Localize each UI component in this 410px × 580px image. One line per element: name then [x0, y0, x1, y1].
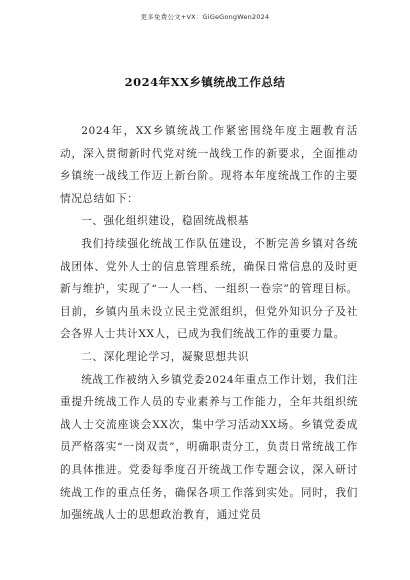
- section-2-heading: 二、深化理论学习，凝聚思想共识: [81, 350, 250, 363]
- document-body: [60, 120, 358, 527]
- document-title: 2024年XX乡镇统战工作总结: [124, 75, 286, 89]
- header-note: 更多免费公文+VX：GiGeGongWen2024: [140, 13, 270, 21]
- section-1-heading: 一、强化组织建设，稳固统战根基: [81, 215, 250, 228]
- section-1-paragraph: 我们持续强化统战工作队伍建设，不断完善乡镇对各统战团体、党外人士的信息管理系统，确保日常信息的及时更新与维护，实现了“一人一档、一组织一卷宗”的管理目标。目前，乡镇内虽未设立民主党派组织，但党外知识分子及社会各界人士共计XX人，已成为我们统战工作的重要力量。: [60, 237, 358, 341]
- intro-paragraph: 2024年，XX乡镇统战工作紧密围绕年度主题教育活动，深入贯彻新时代党对统一战线工作的新要求，全面推动乡镇统一战线工作迈上新台阶。现将本年度统战工作的主要情况总结如下：: [60, 125, 358, 205]
- section-2-paragraph: 统战工作被纳入乡镇党委2024年重点工作计划，我们注重提升统战工作人员的专业素养与工作能力，全年共组织统战人士交流座谈会XX次，集中学习活动XX场。乡镇党委成员严格落实“一岗双责”，明确职责分工，负责日常统战工作的具体推进。党委每季度召开统战工作专题会议，深入研讨统战工作的重点任务，确保各项工作落到实处。同时，我们加强统战人士的思想政治教育，通过党员: [60, 373, 358, 522]
